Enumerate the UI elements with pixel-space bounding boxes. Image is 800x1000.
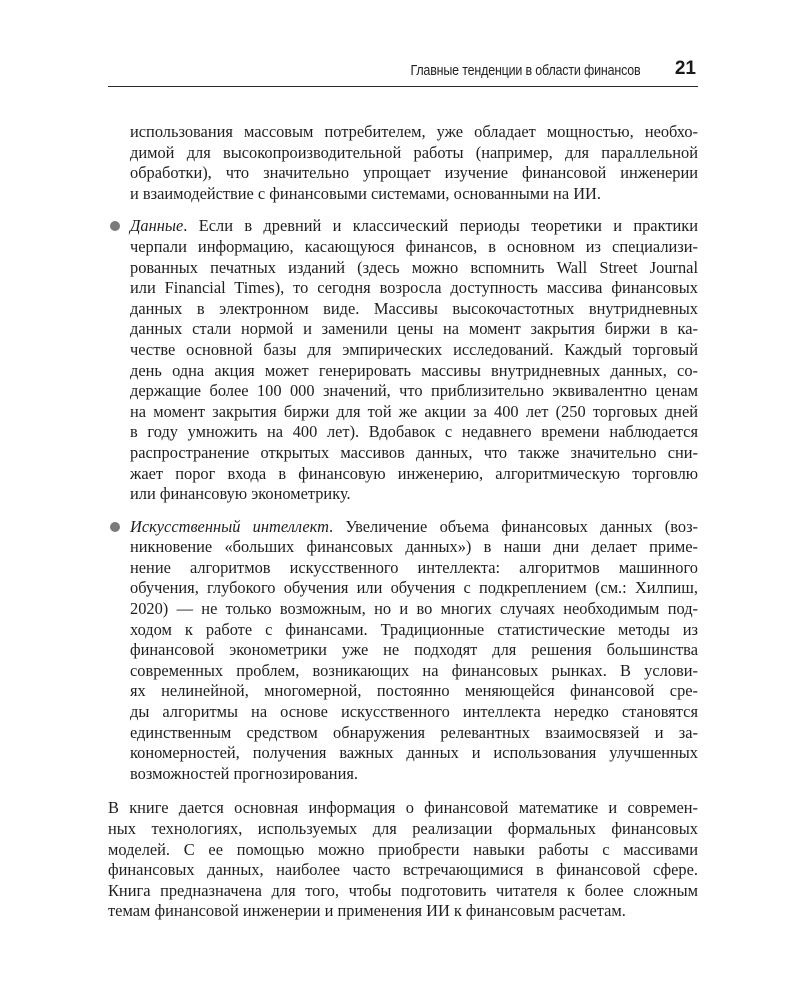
text-line: финансовых данных, наиболее часто встречающимися в финансовой сфере. xyxy=(108,860,698,880)
text-line: единственным средством обнаружения релевантных взаимосвязей и за- xyxy=(130,722,698,742)
bullet-first-line-text: . Если в древний и классический периоды теоретики и практики xyxy=(183,216,698,236)
closing-paragraph xyxy=(108,798,698,922)
bullet-item-data xyxy=(130,216,698,504)
text-line: держащие более 100 000 значений, что приблизительно эквивалентно ценам xyxy=(130,381,698,401)
text-line: современных проблем, возникающих на финансовых рынках. В услови- xyxy=(130,660,698,680)
text-line: использования массовым потребителем, уже обладает мощностью, необхо- xyxy=(130,122,698,141)
bullet-dot-icon xyxy=(110,221,120,231)
text-line: кономерностей, получения важных данных и использования улучшенных xyxy=(130,743,698,763)
text-line: возможностей прогнозирования. xyxy=(130,763,358,783)
text-line: день одна акция может генерировать массивы внутридневных данных, со- xyxy=(130,360,698,380)
page-number: 21 xyxy=(674,58,696,79)
text-line: в году умножить на 400 лет). Вдобавок с недавнего времени наблюдается xyxy=(130,422,698,442)
text-line: 2020) — не только возможным, но и во многих случаях необходимым под- xyxy=(130,599,698,619)
text-line: ных технологиях, используемых для реализации формальных финансовых xyxy=(108,819,698,838)
text-line: нение алгоритмов искусственного интеллекта: алгоритмов машинного xyxy=(130,557,698,577)
text-line: Книга предназначена для того, чтобы подготовить читателя к более сложным xyxy=(108,880,698,900)
text-line: на момент закрытия биржи для той же акции за 400 лет (250 торговых дней xyxy=(130,401,698,421)
text-line: черпали информацию, касающуюся финансов, в основном из специализи- xyxy=(130,236,698,256)
running-header-title: Главные тенденции в области финансов xyxy=(409,63,640,79)
text-line: обработки), что значительно упрощает изучение финансовой инженерии xyxy=(130,163,698,183)
bullet-term: Искусственный интеллект xyxy=(130,516,329,536)
text-line: В книге дается основная информация о финансовой математике и современ- xyxy=(108,798,698,818)
text-line: данных стали нормой и заменили цены на момент закрытия биржи в ка- xyxy=(130,319,698,339)
text-line: ды алгоритмы на основе искусственного интеллекта нередко становятся xyxy=(130,702,698,722)
text-line: моделей. С ее помощью можно приобрести навыки работы с массивами xyxy=(108,839,698,859)
text-line xyxy=(130,517,698,538)
text-line: или Financial Times), то сегодня возросла доступность массива финансовых xyxy=(130,278,698,298)
bullet-term: Данные xyxy=(130,216,184,236)
bullet-dot-icon xyxy=(110,522,120,532)
text-line: ходом к работе с финансами. Традиционные статистические методы из xyxy=(130,619,698,639)
running-header xyxy=(108,60,698,87)
text-line xyxy=(130,216,698,237)
bullet-first-line-text: . Увеличение объема финансовых данных (воз- xyxy=(328,516,699,536)
text-line: честве основной базы для эмпирических исследований. Каждый торговый xyxy=(130,339,698,359)
text-line: данных в электронном виде. Массивы высокочастотных внутридневных xyxy=(130,298,698,318)
bullet-item-ai xyxy=(130,517,698,785)
text-line: и взаимодействие с финансовыми системами, основанными на ИИ. xyxy=(130,183,601,203)
page-body xyxy=(108,122,698,922)
text-line: финансовой эконометрики уже не подходят для решения большинства xyxy=(130,640,698,660)
text-line: или финансовую эконометрику. xyxy=(130,484,351,504)
intro-continuation-paragraph xyxy=(130,122,698,204)
text-line: ях нелинейной, многомерной, постоянно меняющейся финансовой сре- xyxy=(130,681,698,701)
text-line: распространение открытых массивов данных, что также значительно сни- xyxy=(130,442,698,462)
text-line: жает порог входа в финансовую инженерию, алгоритмическую торговлю xyxy=(130,463,698,483)
text-line: никновение «больших финансовых данных») в наши дни делает приме- xyxy=(130,537,698,557)
text-line: рованных печатных изданий (здесь можно вспомнить Wall Street Journal xyxy=(130,257,698,277)
text-line: димой для высокопроизводительной работы (например, для параллельной xyxy=(130,142,698,162)
text-line: обучения, глубокого обучения или обучения с подкреплением (см.: Хилпиш, xyxy=(130,578,698,598)
text-line: темам финансовой инженерии и применения ИИ к финансовым расчетам. xyxy=(108,901,626,921)
